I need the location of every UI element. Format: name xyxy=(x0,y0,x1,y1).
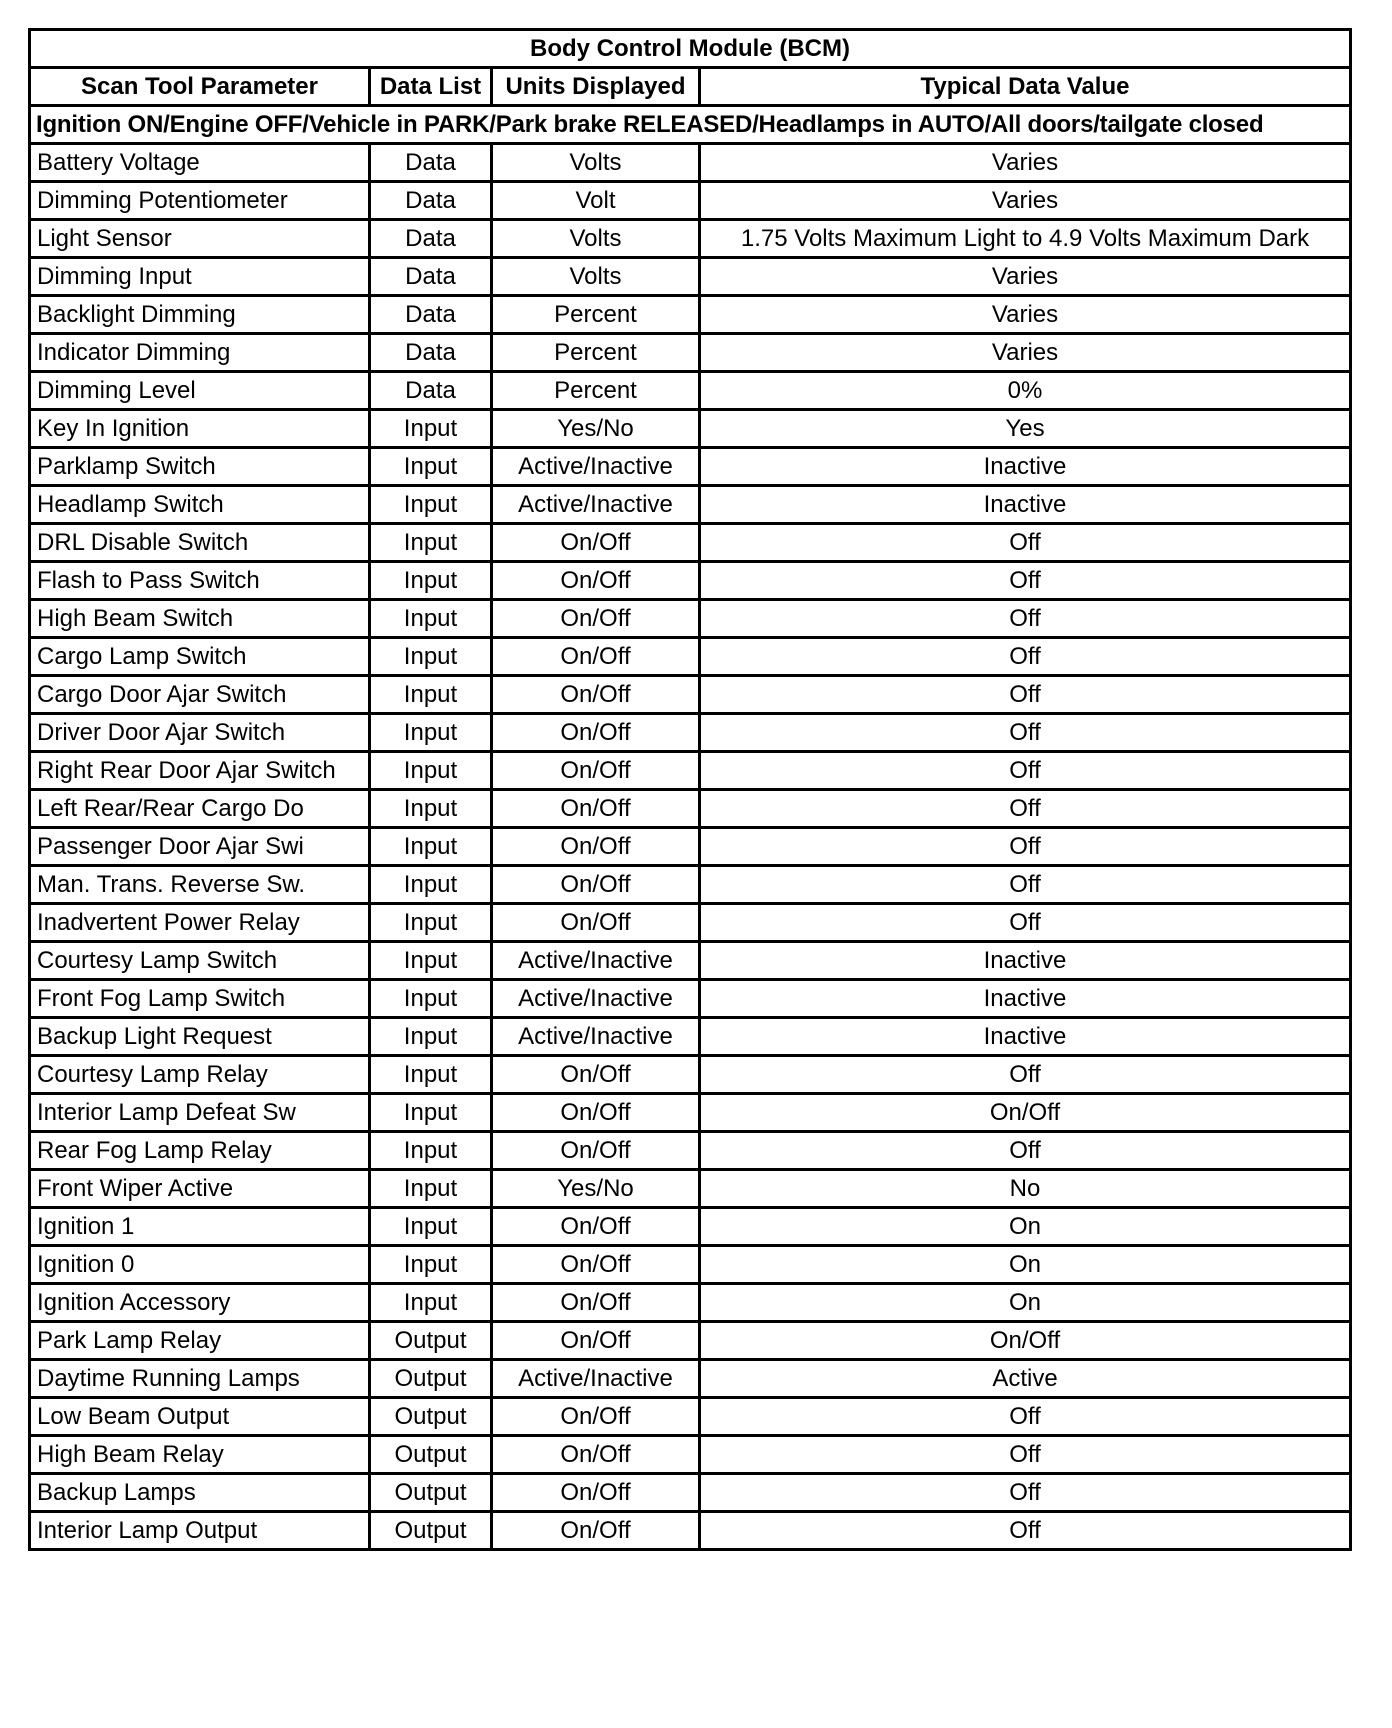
table-row xyxy=(30,524,1351,562)
header-row xyxy=(30,68,1351,106)
typical-value-cell: Off xyxy=(700,1398,1351,1436)
units-cell: On/Off xyxy=(492,1056,700,1094)
table-row xyxy=(30,1132,1351,1170)
param-cell: Backlight Dimming xyxy=(30,296,370,334)
data-list-cell: Input xyxy=(370,790,492,828)
units-cell: On/Off xyxy=(492,1132,700,1170)
units-cell: On/Off xyxy=(492,1436,700,1474)
param-cell: Inadvertent Power Relay xyxy=(30,904,370,942)
data-list-cell: Input xyxy=(370,714,492,752)
units-cell: Active/Inactive xyxy=(492,980,700,1018)
typical-value-cell: Varies xyxy=(700,258,1351,296)
param-cell: DRL Disable Switch xyxy=(30,524,370,562)
table-row xyxy=(30,752,1351,790)
typical-value-cell: Off xyxy=(700,866,1351,904)
typical-value-cell: Varies xyxy=(700,334,1351,372)
table-row xyxy=(30,1208,1351,1246)
units-cell: Active/Inactive xyxy=(492,1018,700,1056)
units-cell: On/Off xyxy=(492,524,700,562)
units-cell: On/Off xyxy=(492,1474,700,1512)
data-list-cell: Output xyxy=(370,1512,492,1550)
table-row xyxy=(30,1436,1351,1474)
typical-value-cell: Varies xyxy=(700,144,1351,182)
header-units-displayed: Units Displayed xyxy=(492,68,700,106)
param-cell: Indicator Dimming xyxy=(30,334,370,372)
table-row xyxy=(30,1018,1351,1056)
table-row xyxy=(30,600,1351,638)
data-list-cell: Output xyxy=(370,1398,492,1436)
data-list-cell: Output xyxy=(370,1436,492,1474)
table-row xyxy=(30,1398,1351,1436)
typical-value-cell: Varies xyxy=(700,296,1351,334)
typical-value-cell: Off xyxy=(700,752,1351,790)
units-cell: On/Off xyxy=(492,1094,700,1132)
typical-value-cell: Inactive xyxy=(700,980,1351,1018)
table-row xyxy=(30,866,1351,904)
typical-value-cell: Off xyxy=(700,904,1351,942)
typical-value-cell: On/Off xyxy=(700,1094,1351,1132)
data-list-cell: Input xyxy=(370,524,492,562)
condition-row xyxy=(30,106,1351,144)
data-list-cell: Input xyxy=(370,1208,492,1246)
param-cell: Driver Door Ajar Switch xyxy=(30,714,370,752)
units-cell: Yes/No xyxy=(492,410,700,448)
param-cell: Man. Trans. Reverse Sw. xyxy=(30,866,370,904)
data-list-cell: Data xyxy=(370,372,492,410)
param-cell: Dimming Level xyxy=(30,372,370,410)
param-cell: Courtesy Lamp Relay xyxy=(30,1056,370,1094)
table-row xyxy=(30,220,1351,258)
units-cell: Active/Inactive xyxy=(492,942,700,980)
data-list-cell: Input xyxy=(370,904,492,942)
data-list-cell: Input xyxy=(370,1246,492,1284)
param-cell: Ignition 0 xyxy=(30,1246,370,1284)
data-list-cell: Data xyxy=(370,334,492,372)
units-cell: Active/Inactive xyxy=(492,448,700,486)
table-row xyxy=(30,410,1351,448)
data-list-cell: Input xyxy=(370,1018,492,1056)
typical-value-cell: Off xyxy=(700,1512,1351,1550)
param-cell: Dimming Potentiometer xyxy=(30,182,370,220)
typical-value-cell: Off xyxy=(700,1474,1351,1512)
typical-value-cell: Inactive xyxy=(700,942,1351,980)
data-list-cell: Input xyxy=(370,1056,492,1094)
units-cell: On/Off xyxy=(492,904,700,942)
data-list-cell: Output xyxy=(370,1360,492,1398)
typical-value-cell: Off xyxy=(700,714,1351,752)
bcm-data-table xyxy=(28,28,1352,1551)
units-cell: On/Off xyxy=(492,866,700,904)
units-cell: On/Off xyxy=(492,1398,700,1436)
units-cell: Active/Inactive xyxy=(492,486,700,524)
table-row xyxy=(30,1474,1351,1512)
param-cell: Backup Lamps xyxy=(30,1474,370,1512)
data-list-cell: Output xyxy=(370,1322,492,1360)
units-cell: On/Off xyxy=(492,790,700,828)
units-cell: Volts xyxy=(492,144,700,182)
param-cell: Flash to Pass Switch xyxy=(30,562,370,600)
units-cell: On/Off xyxy=(492,562,700,600)
typical-value-cell: Inactive xyxy=(700,448,1351,486)
units-cell: Yes/No xyxy=(492,1170,700,1208)
table-title: Body Control Module (BCM) xyxy=(30,30,1351,68)
data-list-cell: Input xyxy=(370,942,492,980)
data-list-cell: Data xyxy=(370,296,492,334)
typical-value-cell: Inactive xyxy=(700,486,1351,524)
table-row xyxy=(30,448,1351,486)
param-cell: Front Wiper Active xyxy=(30,1170,370,1208)
data-list-cell: Input xyxy=(370,1284,492,1322)
data-list-cell: Input xyxy=(370,600,492,638)
typical-value-cell: Inactive xyxy=(700,1018,1351,1056)
typical-value-cell: Off xyxy=(700,600,1351,638)
typical-value-cell: Off xyxy=(700,790,1351,828)
data-list-cell: Data xyxy=(370,182,492,220)
units-cell: Volt xyxy=(492,182,700,220)
units-cell: Volts xyxy=(492,258,700,296)
typical-value-cell: Off xyxy=(700,828,1351,866)
table-row xyxy=(30,638,1351,676)
param-cell: High Beam Switch xyxy=(30,600,370,638)
units-cell: Active/Inactive xyxy=(492,1360,700,1398)
units-cell: Percent xyxy=(492,296,700,334)
param-cell: Parklamp Switch xyxy=(30,448,370,486)
table-row xyxy=(30,904,1351,942)
table-row xyxy=(30,258,1351,296)
table-row xyxy=(30,828,1351,866)
units-cell: On/Off xyxy=(492,600,700,638)
data-list-cell: Input xyxy=(370,410,492,448)
param-cell: Interior Lamp Defeat Sw xyxy=(30,1094,370,1132)
table-row xyxy=(30,1094,1351,1132)
test-condition: Ignition ON/Engine OFF/Vehicle in PARK/Park brake RELEASED/Headlamps in AUTO/All doors/tailgate closed xyxy=(30,106,1351,144)
units-cell: On/Off xyxy=(492,1208,700,1246)
typical-value-cell: Yes xyxy=(700,410,1351,448)
typical-value-cell: No xyxy=(700,1170,1351,1208)
title-row xyxy=(30,30,1351,68)
typical-value-cell: Off xyxy=(700,524,1351,562)
table-row xyxy=(30,144,1351,182)
units-cell: On/Off xyxy=(492,1246,700,1284)
table-row xyxy=(30,182,1351,220)
table-row xyxy=(30,790,1351,828)
data-list-cell: Input xyxy=(370,638,492,676)
table-row xyxy=(30,980,1351,1018)
data-list-cell: Data xyxy=(370,144,492,182)
units-cell: On/Off xyxy=(492,714,700,752)
typical-value-cell: On xyxy=(700,1284,1351,1322)
data-list-cell: Input xyxy=(370,1170,492,1208)
header-scan-tool-parameter: Scan Tool Parameter xyxy=(30,68,370,106)
typical-value-cell: 1.75 Volts Maximum Light to 4.9 Volts Maximum Dark xyxy=(700,220,1351,258)
table-row xyxy=(30,334,1351,372)
units-cell: Percent xyxy=(492,372,700,410)
table-row xyxy=(30,1322,1351,1360)
data-list-cell: Input xyxy=(370,980,492,1018)
units-cell: On/Off xyxy=(492,828,700,866)
data-list-cell: Input xyxy=(370,562,492,600)
param-cell: Right Rear Door Ajar Switch xyxy=(30,752,370,790)
units-cell: On/Off xyxy=(492,1322,700,1360)
typical-value-cell: Off xyxy=(700,1056,1351,1094)
table-row xyxy=(30,1284,1351,1322)
typical-value-cell: 0% xyxy=(700,372,1351,410)
table-row xyxy=(30,1246,1351,1284)
data-list-cell: Input xyxy=(370,676,492,714)
param-cell: Daytime Running Lamps xyxy=(30,1360,370,1398)
data-list-cell: Data xyxy=(370,220,492,258)
header-data-list: Data List xyxy=(370,68,492,106)
param-cell: Left Rear/Rear Cargo Do xyxy=(30,790,370,828)
data-list-cell: Output xyxy=(370,1474,492,1512)
typical-value-cell: Off xyxy=(700,562,1351,600)
table-row xyxy=(30,676,1351,714)
param-cell: Front Fog Lamp Switch xyxy=(30,980,370,1018)
param-cell: Light Sensor xyxy=(30,220,370,258)
param-cell: Rear Fog Lamp Relay xyxy=(30,1132,370,1170)
data-list-cell: Input xyxy=(370,866,492,904)
data-list-cell: Input xyxy=(370,1094,492,1132)
table-row xyxy=(30,1512,1351,1550)
param-cell: Park Lamp Relay xyxy=(30,1322,370,1360)
param-cell: Key In Ignition xyxy=(30,410,370,448)
typical-value-cell: Off xyxy=(700,638,1351,676)
typical-value-cell: Off xyxy=(700,676,1351,714)
param-cell: Headlamp Switch xyxy=(30,486,370,524)
param-cell: Courtesy Lamp Switch xyxy=(30,942,370,980)
table-row xyxy=(30,1360,1351,1398)
units-cell: Percent xyxy=(492,334,700,372)
typical-value-cell: On/Off xyxy=(700,1322,1351,1360)
typical-value-cell: Off xyxy=(700,1132,1351,1170)
param-cell: Low Beam Output xyxy=(30,1398,370,1436)
typical-value-cell: Off xyxy=(700,1436,1351,1474)
table-row xyxy=(30,714,1351,752)
typical-value-cell: On xyxy=(700,1208,1351,1246)
param-cell: Ignition 1 xyxy=(30,1208,370,1246)
data-list-cell: Input xyxy=(370,448,492,486)
table-row xyxy=(30,562,1351,600)
table-row xyxy=(30,486,1351,524)
data-list-cell: Input xyxy=(370,828,492,866)
typical-value-cell: Active xyxy=(700,1360,1351,1398)
param-cell: Ignition Accessory xyxy=(30,1284,370,1322)
param-cell: Passenger Door Ajar Swi xyxy=(30,828,370,866)
typical-value-cell: Varies xyxy=(700,182,1351,220)
units-cell: On/Off xyxy=(492,752,700,790)
units-cell: On/Off xyxy=(492,1284,700,1322)
table-row xyxy=(30,296,1351,334)
param-cell: Interior Lamp Output xyxy=(30,1512,370,1550)
param-cell: High Beam Relay xyxy=(30,1436,370,1474)
table-body xyxy=(30,144,1351,1550)
table-row xyxy=(30,1056,1351,1094)
data-list-cell: Input xyxy=(370,486,492,524)
typical-value-cell: On xyxy=(700,1246,1351,1284)
data-list-cell: Data xyxy=(370,258,492,296)
units-cell: On/Off xyxy=(492,638,700,676)
param-cell: Cargo Lamp Switch xyxy=(30,638,370,676)
table-row xyxy=(30,942,1351,980)
units-cell: On/Off xyxy=(492,676,700,714)
data-list-cell: Input xyxy=(370,1132,492,1170)
param-cell: Cargo Door Ajar Switch xyxy=(30,676,370,714)
units-cell: On/Off xyxy=(492,1512,700,1550)
param-cell: Backup Light Request xyxy=(30,1018,370,1056)
param-cell: Battery Voltage xyxy=(30,144,370,182)
table-row xyxy=(30,372,1351,410)
param-cell: Dimming Input xyxy=(30,258,370,296)
table-row xyxy=(30,1170,1351,1208)
data-list-cell: Input xyxy=(370,752,492,790)
header-typical-data-value: Typical Data Value xyxy=(700,68,1351,106)
units-cell: Volts xyxy=(492,220,700,258)
